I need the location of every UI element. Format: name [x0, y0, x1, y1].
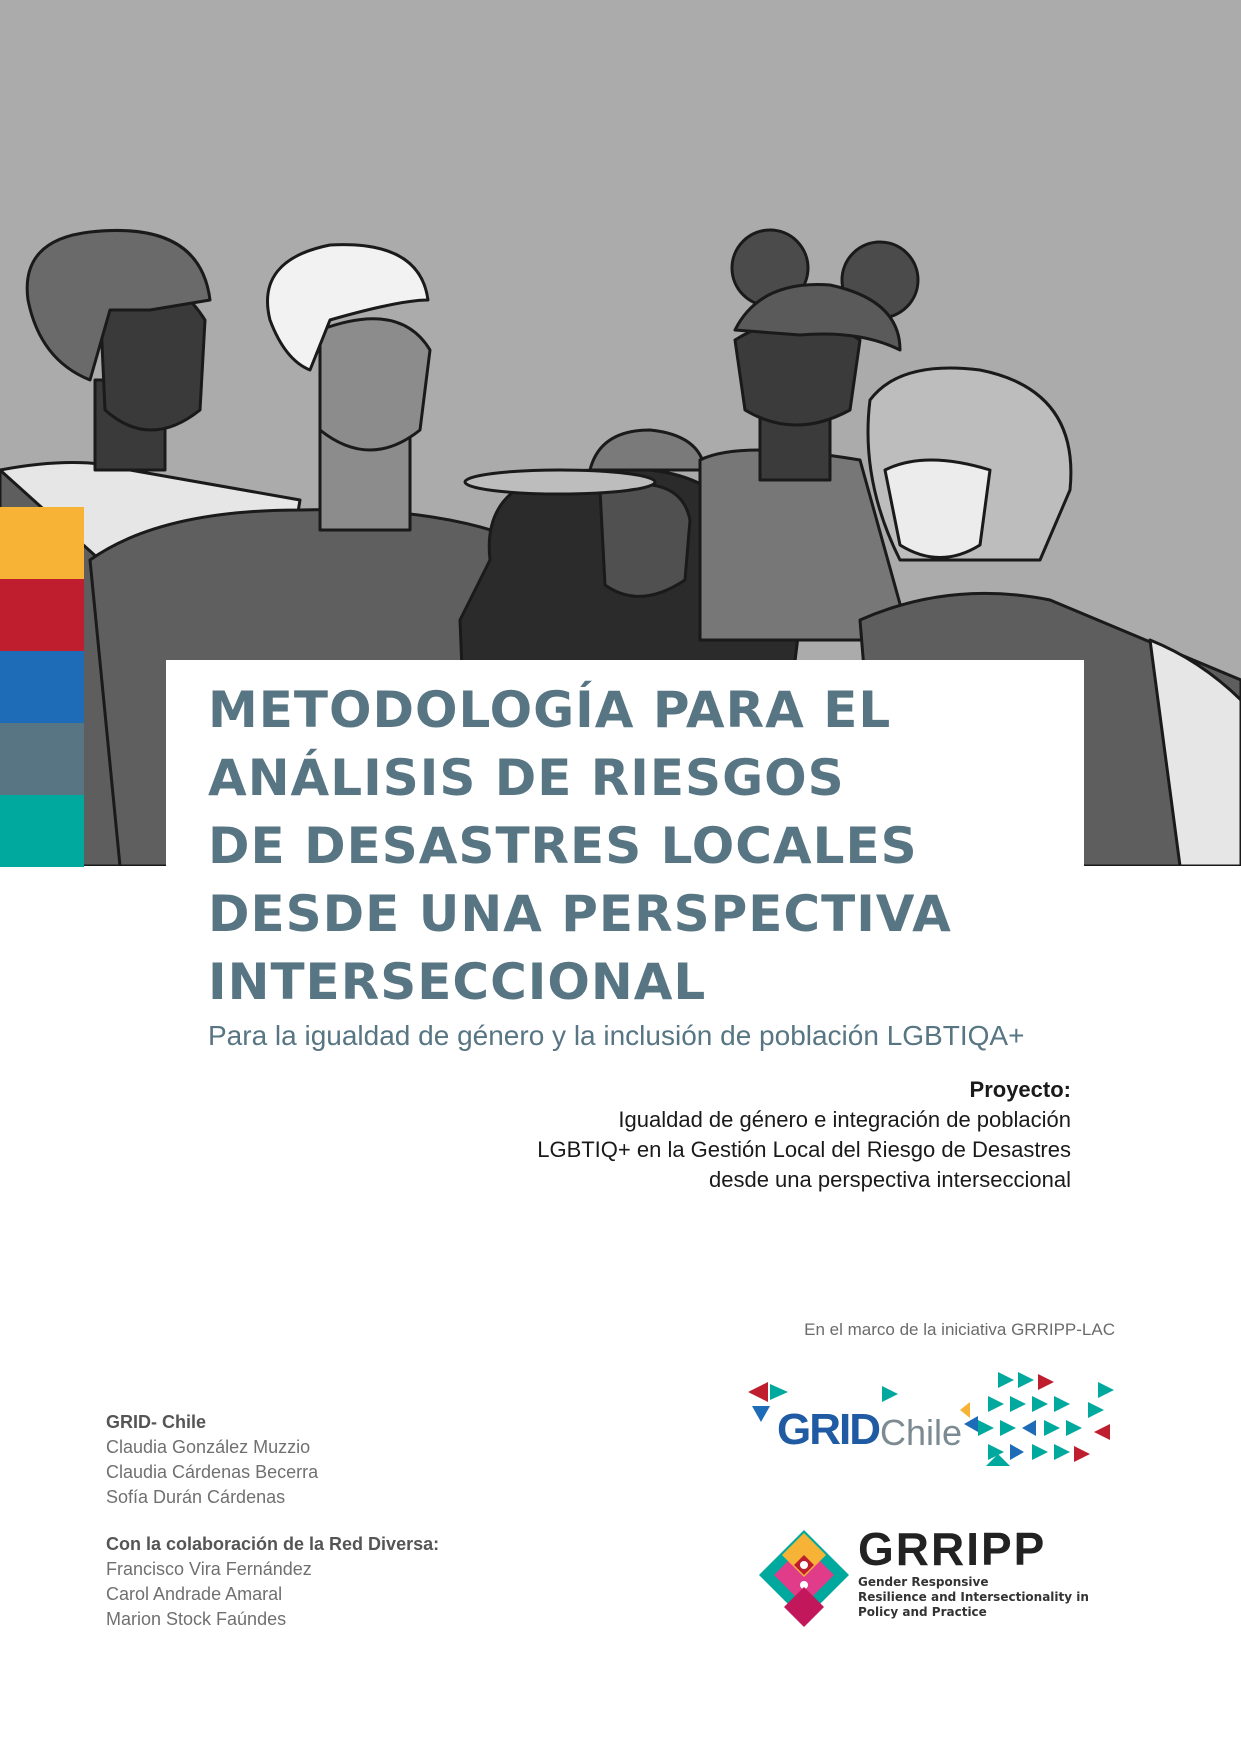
- project-line: desde una perspectiva interseccional: [708, 1167, 1071, 1192]
- collaborator-name: Francisco Vira Fernández: [106, 1559, 312, 1579]
- project-line: Igualdad de género e integración de población: [618, 1107, 1071, 1132]
- title-line: DESDE UNA PERSPECTIVA: [208, 885, 952, 943]
- color-swatch-slate: [0, 723, 84, 795]
- color-swatch-red: [0, 579, 84, 651]
- collaborator-name: Carol Andrade Amaral: [106, 1584, 283, 1604]
- grid-wordmark: GRID: [777, 1405, 879, 1454]
- color-swatch-blue: [0, 651, 84, 723]
- chile-wordmark: Chile: [880, 1412, 963, 1453]
- author-name: Claudia González Muzzio: [106, 1437, 311, 1457]
- color-swatch-yellow: [0, 507, 84, 579]
- title-line: METODOLOGÍA PARA EL: [208, 681, 892, 739]
- author-name: Claudia Cárdenas Becerra: [106, 1462, 319, 1482]
- title-line: ANÁLISIS DE RIESGOS: [208, 749, 845, 807]
- grripp-tagline-line: Gender Responsive: [858, 1575, 989, 1589]
- document-title: [208, 676, 1108, 1016]
- grripp-wordmark: GRRIPP: [858, 1523, 1047, 1575]
- color-strip: [0, 507, 84, 866]
- title-line: INTERSECCIONAL: [208, 953, 707, 1011]
- grripp-tagline: [858, 1575, 1128, 1620]
- color-swatch-teal: [0, 795, 84, 867]
- credits-heading-red-diversa: Con la colaboración de la Red Diversa:: [106, 1534, 440, 1554]
- title-line: DE DESASTRES LOCALES: [208, 817, 918, 875]
- project-block: [371, 1075, 1071, 1195]
- grripp-tagline-line: Resilience and Intersectionality in: [858, 1590, 1089, 1604]
- grripp-tagline-line: Policy and Practice: [858, 1605, 987, 1619]
- project-label: Proyecto:: [969, 1077, 1071, 1102]
- author-name: Sofía Durán Cárdenas: [106, 1487, 286, 1507]
- framework-note: En el marco de la iniciativa GRRIPP-LAC: [804, 1320, 1115, 1339]
- credits-block: [106, 1410, 606, 1632]
- credits-heading-grid: GRID- Chile: [106, 1412, 207, 1432]
- project-line: LGBTIQ+ en la Gestión Local del Riesgo de Desastres: [537, 1137, 1071, 1162]
- document-subtitle: Para la igualdad de género y la inclusión de población LGBTIQA+: [208, 1020, 1025, 1051]
- collaborator-name: Marion Stock Faúndes: [106, 1609, 287, 1629]
